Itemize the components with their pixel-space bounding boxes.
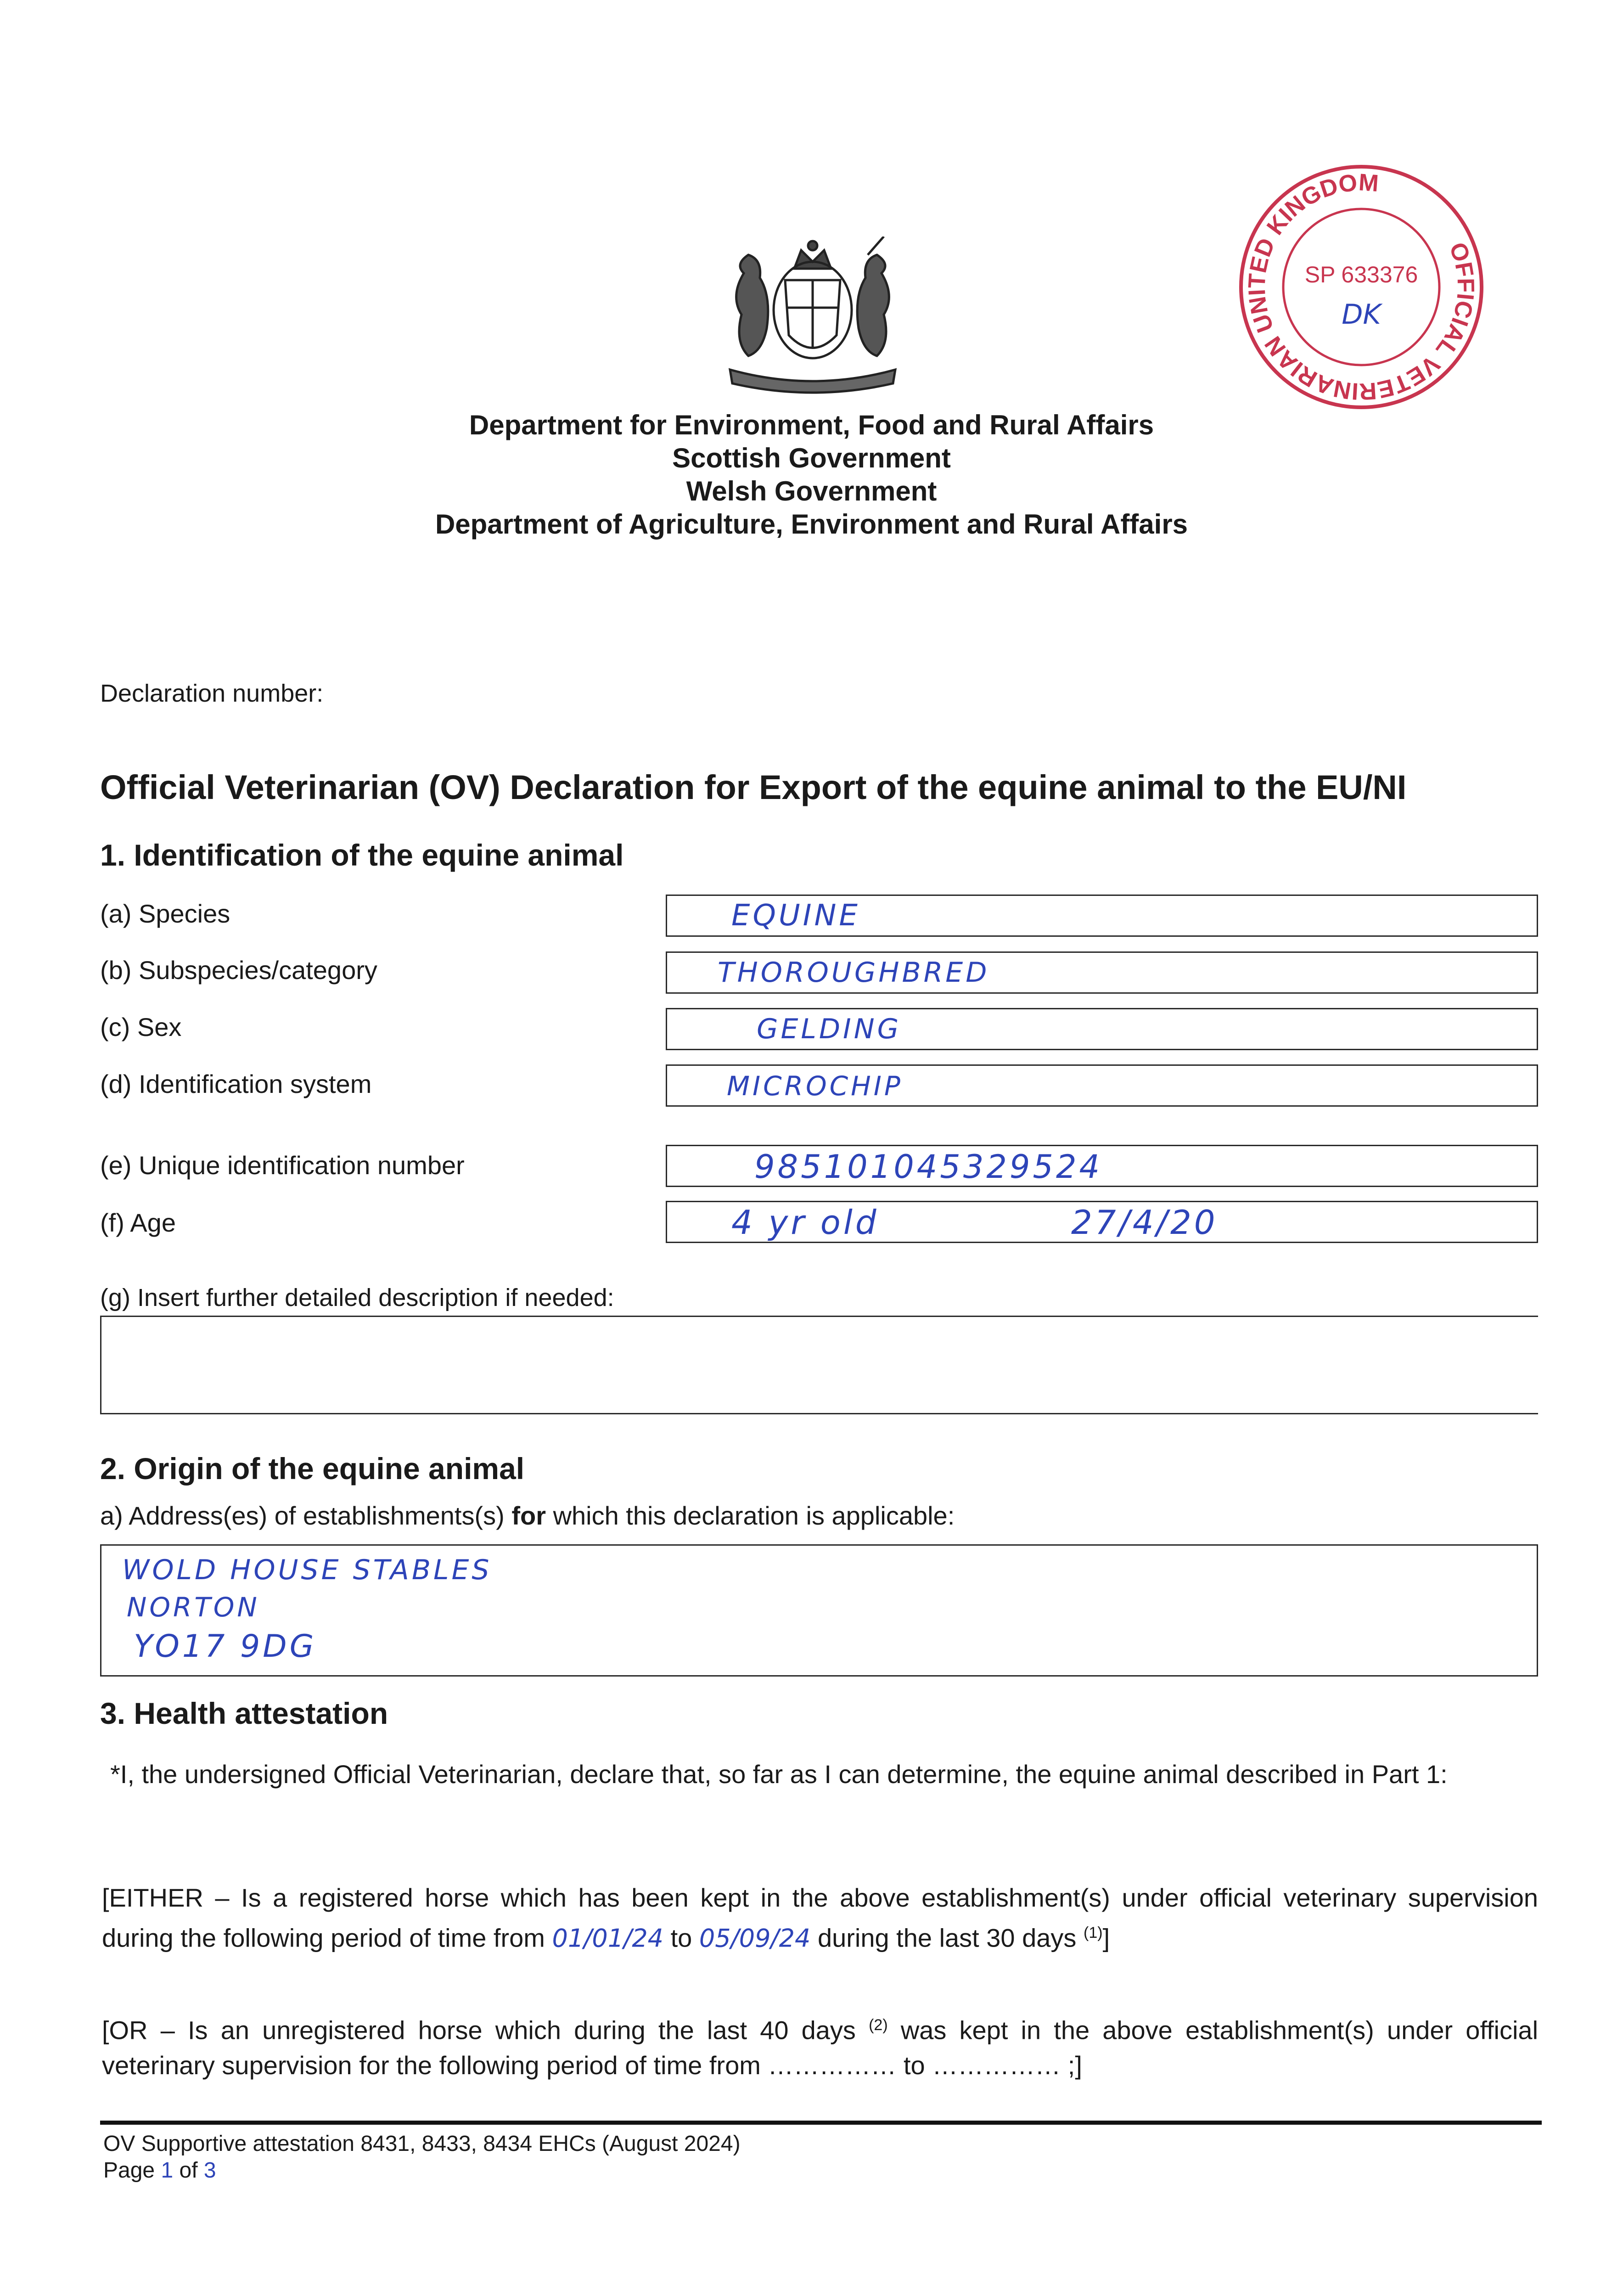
species-field[interactable] [666,895,1538,937]
footer-reference: OV Supportive attestation 8431, 8433, 8434 EHCs (August 2024) [103,2132,741,2156]
either-clause-text: [EITHER – Is a registered horse which has been kept in the above establishment(s) under official veterinary supervision during the following period of time from [102,1883,1538,1953]
or-clause-text-2: was kept in the above establishment(s) under official veterinary supervision for the following period of time from …………… to …………… ;] [102,2015,1539,2080]
department-name-1: Department for Environment, Food and Rural Affairs [469,410,1154,440]
address-label [100,1501,955,1531]
establishment-address-field[interactable] [100,1544,1538,1677]
subspecies-label: (b) Subspecies/category [100,956,377,985]
stamp-ring-text: OFFICIAL VETERINARIAN UNITED KINGDOM [1243,169,1479,405]
department-name-4: Department of Agriculture, Environment and Rural Affairs [435,509,1188,540]
subspecies-value: THOROUGHBRED [718,957,990,989]
identification-system-value: MICROCHIP [727,1070,903,1102]
section-2-heading: 2. Origin of the equine animal [100,1452,525,1486]
either-to-word: to [670,1923,692,1953]
stamp-number: SP 633376 [1304,262,1418,287]
further-description-label: (g) Insert further detailed description if needed: [100,1284,614,1311]
subspecies-field[interactable] [666,951,1538,994]
unique-id-value: 985101045329524 [754,1148,1103,1186]
page-word: Page [103,2158,155,2183]
further-description-field[interactable] [100,1316,1538,1414]
health-attestation-intro: *I, the undersigned Official Veterinarian, declare that, so far as I can determine, the equine animal described in Part 1: [110,1760,1448,1789]
department-name-3: Welsh Government [686,476,937,506]
address-label-part-2: which this declaration is applicable: [553,1501,955,1530]
official-veterinarian-stamp [1233,158,1490,416]
either-to-date[interactable]: 05/09/24 [699,1924,811,1953]
section-3-heading: 3. Health attestation [100,1696,388,1730]
age-value: 4 yr old [731,1203,879,1242]
address-line-2: NORTON [127,1592,260,1623]
department-name-2: Scottish Government [672,443,951,473]
species-label: (a) Species [100,899,230,928]
age-label: (f) Age [100,1208,176,1237]
page-indicator [103,2157,216,2184]
either-clause [102,1880,1538,1956]
of-word: of [179,2158,198,2183]
unique-id-field[interactable] [666,1145,1538,1187]
identification-system-label: (d) Identification system [100,1069,372,1098]
either-clause-end: during the last 30 days [817,1923,1077,1953]
address-line-1: WOLD HOUSE STABLES [122,1554,492,1586]
page-number: 1 [161,2158,174,2183]
sex-value: GELDING [757,1013,902,1045]
or-clause-text-1: [OR – Is an unregistered horse which during the last 40 days [102,2015,856,2045]
footnote-2-marker: (2) [869,2016,888,2034]
or-clause [102,2008,1538,2083]
page-total: 3 [203,2158,216,2183]
either-bracket: ] [1102,1923,1110,1953]
address-label-part-1: a) Address(es) of establishments(s) [100,1501,505,1530]
species-value: EQUINE [731,899,860,933]
royal-coat-of-arms-icon [716,236,909,400]
address-line-3: YO17 9DG [134,1628,317,1665]
footer-divider [100,2121,1542,2125]
identification-system-field[interactable] [666,1064,1538,1107]
sex-field[interactable] [666,1008,1538,1050]
footnote-1-marker: (1) [1084,1924,1103,1941]
sex-label: (c) Sex [100,1013,182,1041]
document-title: Official Veterinarian (OV) Declaration for Export of the equine animal to the EU/NI [100,768,1407,806]
declaration-number-label: Declaration number: [100,680,324,707]
address-label-for: for [511,1501,546,1530]
age-field[interactable] [666,1201,1538,1243]
stamp-initials: DK [1342,298,1381,331]
section-1-heading: 1. Identification of the equine animal [100,838,624,872]
unique-id-label: (e) Unique identification number [100,1151,465,1180]
birth-date-value: 27/4/20 [1071,1203,1218,1242]
either-from-date[interactable]: 01/01/24 [552,1924,664,1953]
